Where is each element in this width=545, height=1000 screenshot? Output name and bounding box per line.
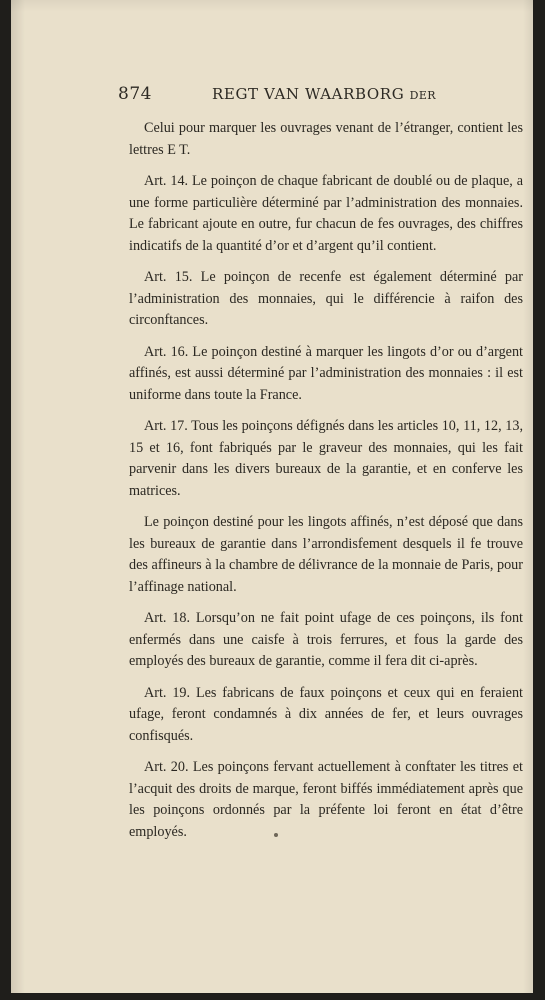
page-header xyxy=(118,84,436,106)
paragraph-art-20: Art. 20. Les poinçons fervant actuellement à conftater les titres et l’acquit des droits de marque, feront biffés immédiatement après que les poinçons ordonnés par la préfente loi feront en état d’être employés. xyxy=(129,759,523,840)
paragraph-art-17: Art. 17. Tous les poinçons défignés dans les articles 10, 11, 12, 13, 15 et 16, font fabriqués par le graveur des monnaies, qui les fait parvenir dans les divers bureaux de la garantie, et en conferve les matrices. xyxy=(129,418,523,499)
paragraph-art-15: Art. 15. Le poinçon de recenfe est également déterminé par l’administration des monnaies, qui le différencie à raifon des circonftances. xyxy=(129,269,523,328)
paragraph-etranger: Celui pour marquer les ouvrages venant de l’étranger, contient les lettres E T. xyxy=(129,120,523,158)
paragraph-art-14: Art. 14. Le poinçon de chaque fabricant de doublé ou de plaque, a une forme particulière déterminé par l’administration des monnaies. Le fabricant ajoute en outre, fur chacun de fes ouvrages, des chiffres indicatifs de la quantité d’or et d’argent qu’il contient. xyxy=(129,173,523,254)
paragraph-art-16: Art. 16. Le poinçon destiné à marquer les lingots d’or ou d’argent affinés, est aussi déterminé par l’administration des monnaies : il est uniforme dans toute la France. xyxy=(129,343,523,403)
ink-spot xyxy=(274,833,278,837)
paragraph-art-18: Art. 18. Lorsqu’on ne fait point ufage de ces poinçons, ils font enfermés dans une caisfe à trois ferrures, et fous la garde des employés des bureaux de garantie, comme il fera dit ci-après. xyxy=(129,610,523,669)
running-head-main: REGT VAN WAARBORG xyxy=(212,85,405,103)
running-head-small: DER xyxy=(409,89,436,102)
paragraph-lingots: Le poinçon destiné pour les lingots affinés, n’est déposé que dans les bureaux de garantie dans l’arrondisfement desquels il fe trouve des affineurs à la chambre de délivrance de la monnaie de Paris, pour l’affinage national. xyxy=(129,514,523,595)
book-page xyxy=(11,0,533,993)
paragraph-art-19: Art. 19. Les fabricans de faux poinçons et ceux qui en feraient ufage, feront condamnés à dix années de fer, et leurs ouvrages confisqués. xyxy=(129,684,523,744)
running-head xyxy=(212,85,436,103)
page-body xyxy=(129,118,523,853)
page-number: 874 xyxy=(118,84,152,104)
